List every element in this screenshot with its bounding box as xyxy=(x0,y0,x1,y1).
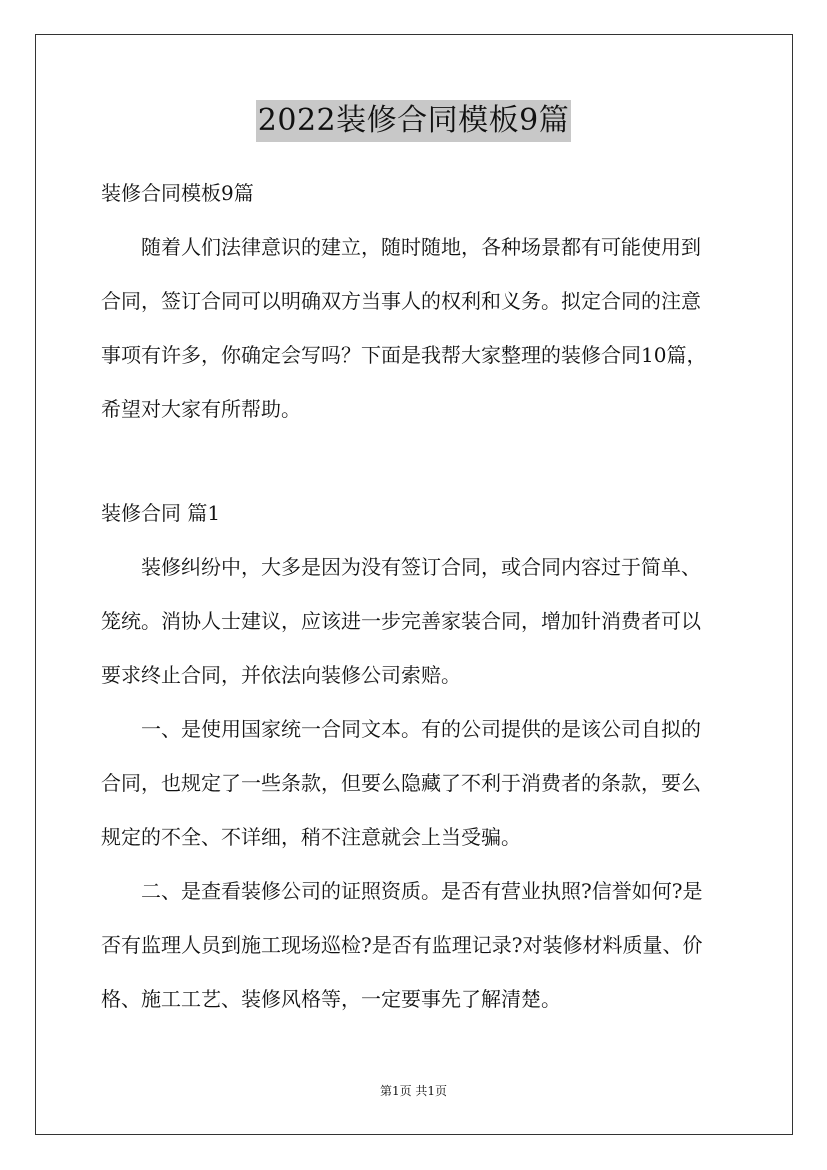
intro-line: 事项有许多，你确定会写吗？下面是我帮大家整理的装修合同10篇， xyxy=(101,343,707,367)
document-body xyxy=(101,173,733,1033)
document-title: 2022装修合同模板9篇 xyxy=(256,100,571,142)
intro-line: 希望对大家有所帮助。 xyxy=(101,397,301,421)
title-container xyxy=(0,100,827,142)
document-subtitle: 装修合同模板9篇 xyxy=(101,181,254,205)
paragraph-line: 一、是使用国家统一合同文本。有的公司提供的是该公司自拟的 xyxy=(141,717,701,741)
paragraph-line: 合同，也规定了一些条款，但要么隐藏了不利于消费者的条款，要么 xyxy=(101,771,701,795)
intro-line: 随着人们法律意识的建立，随时随地，各种场景都有可能使用到 xyxy=(141,235,701,259)
paragraph-line: 否有监理人员到施工现场巡检?是否有监理记录?对装修材料质量、价 xyxy=(101,933,703,957)
paragraph-line: 要求终止合同，并依法向装修公司索赔。 xyxy=(101,663,461,687)
page-number: 第1页 共1页 xyxy=(379,1084,448,1098)
paragraph-line: 格、施工工艺、装修风格等，一定要事先了解清楚。 xyxy=(101,987,561,1011)
paragraph-line: 装修纠纷中，大多是因为没有签订合同，或合同内容过于简单、 xyxy=(141,555,701,579)
section-spacer xyxy=(101,443,733,493)
section-heading: 装修合同 篇1 xyxy=(101,501,221,525)
paragraph-line: 规定的不全、不详细，稍不注意就会上当受骗。 xyxy=(101,825,521,849)
paragraph-line: 二、是查看装修公司的证照资质。是否有营业执照?信誉如何?是 xyxy=(141,879,703,903)
paragraph-line: 笼统。消协人士建议，应该进一步完善家装合同，增加针消费者可以 xyxy=(101,609,701,633)
intro-line: 合同，签订合同可以明确双方当事人的权利和义务。拟定合同的注意 xyxy=(101,289,701,313)
